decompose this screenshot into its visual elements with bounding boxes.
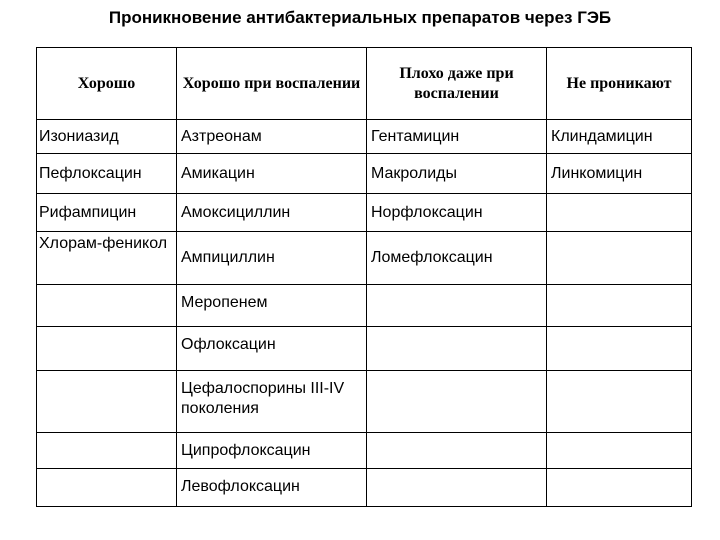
table-cell: Макролиды (367, 154, 547, 194)
table-cell: Меропенем (177, 285, 367, 327)
table-cell: Амикацин (177, 154, 367, 194)
table-cell (367, 327, 547, 371)
table-cell (367, 433, 547, 469)
table-cell: Клиндамицин (547, 120, 692, 154)
table-row (37, 327, 692, 371)
table-cell (547, 469, 692, 507)
table-cell: Ампициллин (177, 232, 367, 285)
table-cell: Рифампицин (37, 194, 177, 232)
table-cell: Хлорам-феникол (37, 232, 177, 285)
table-cell: Офлоксацин (177, 327, 367, 371)
table-cell: Линкомицин (547, 154, 692, 194)
table-row (37, 194, 692, 232)
header-poor-inflammation: Плохо даже при воспалении (367, 48, 547, 120)
table-row (37, 154, 692, 194)
table-cell: Левофлоксацин (177, 469, 367, 507)
page-title: Проникновение антибактериальных препаратов через ГЭБ (108, 8, 612, 27)
table-cell: Гентамицин (367, 120, 547, 154)
table-cell (547, 285, 692, 327)
header-no-penetration: Не проникают (547, 48, 692, 120)
table-cell: Цефалоспорины III-IV поколения (177, 371, 367, 433)
table-cell (547, 194, 692, 232)
table-row (37, 120, 692, 154)
table-cell: Азтреонам (177, 120, 367, 154)
table-cell (37, 327, 177, 371)
table-cell (37, 433, 177, 469)
table-cell: Изониазид (37, 120, 177, 154)
table-cell (37, 285, 177, 327)
table-cell (367, 469, 547, 507)
table-header-row (37, 48, 692, 120)
table-cell (547, 371, 692, 433)
table-cell (367, 371, 547, 433)
table-cell: Норфлоксацин (367, 194, 547, 232)
table-cell: Амоксициллин (177, 194, 367, 232)
drug-table (36, 47, 692, 507)
table-cell (37, 469, 177, 507)
table-row (37, 469, 692, 507)
table-cell: Ломефлоксацин (367, 232, 547, 285)
table-row (37, 433, 692, 469)
header-good-inflammation: Хорошо при воспалении (177, 48, 367, 120)
table-cell: Ципрофлоксацин (177, 433, 367, 469)
table-row (37, 371, 692, 433)
table-cell (547, 327, 692, 371)
table-cell: Пефлоксацин (37, 154, 177, 194)
table-cell (37, 371, 177, 433)
table-cell (367, 285, 547, 327)
table-row (37, 232, 692, 285)
table-row (37, 285, 692, 327)
header-good: Хорошо (37, 48, 177, 120)
table-cell (547, 433, 692, 469)
table-cell (547, 232, 692, 285)
